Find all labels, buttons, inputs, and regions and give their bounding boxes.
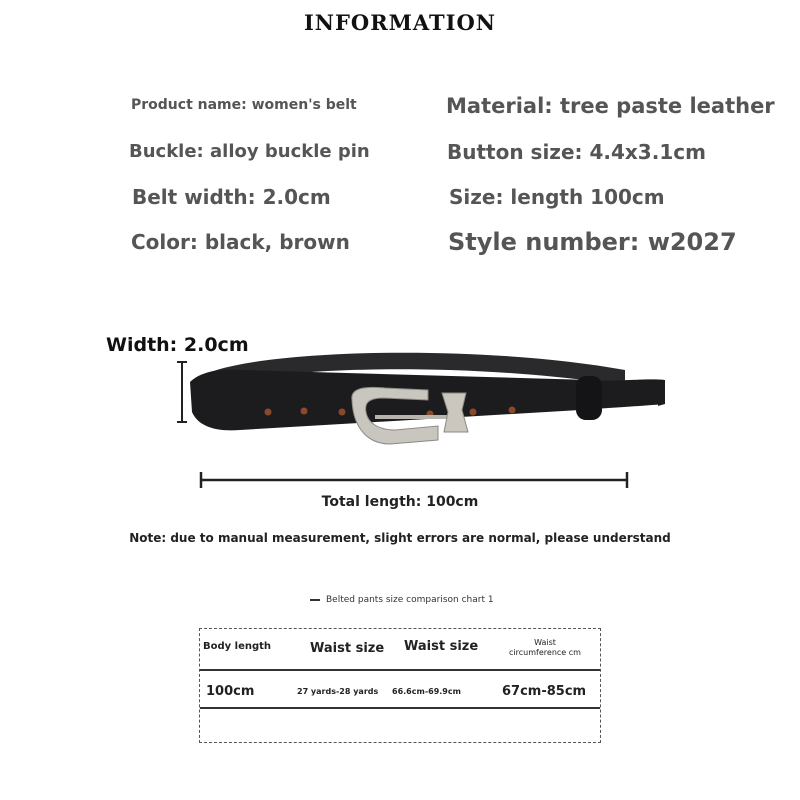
cell-waist-yards: 27 yards-28 yards: [297, 687, 379, 696]
cell-waist-circumference: 67cm-85cm: [502, 684, 587, 699]
length-indicator: [198, 470, 630, 490]
spec-color: Color: black, brown: [131, 230, 350, 254]
spec-style-number: Style number: w2027: [448, 228, 737, 256]
dash-icon: [310, 599, 320, 601]
header-waist-size: Waist size: [310, 641, 385, 656]
size-table: [199, 628, 601, 743]
spec-size: Size: length 100cm: [449, 185, 665, 209]
length-label: Total length: 100cm: [321, 494, 479, 510]
header-waist-circumference: Waist circumference cm: [509, 638, 581, 657]
belt-hole: [265, 409, 272, 416]
measurement-note: Note: due to manual measurement, slight errors are normal, please understand: [129, 531, 671, 545]
width-label: Width: 2.0cm: [106, 334, 249, 356]
table-divider: [200, 669, 600, 671]
buckle-pin: [375, 415, 450, 419]
page-title: INFORMATION: [303, 10, 496, 35]
spec-material: Material: tree paste leather: [446, 94, 775, 118]
belt-hole: [470, 409, 477, 416]
belt-keeper: [576, 376, 602, 420]
size-chart-title: [310, 595, 494, 605]
belt-hole: [339, 409, 346, 416]
header-waist-size-2: Waist size: [404, 639, 479, 654]
spec-button-size: Button size: 4.4x3.1cm: [447, 140, 706, 164]
table-divider: [200, 707, 600, 709]
width-indicator: [177, 362, 187, 422]
spec-belt-width: Belt width: 2.0cm: [132, 185, 331, 209]
cell-waist-cm: 66.6cm-69.9cm: [392, 687, 461, 696]
header-body-length: Body length: [203, 641, 272, 652]
spec-buckle: Buckle: alloy buckle pin: [129, 141, 370, 162]
cell-body-length: 100cm: [206, 684, 255, 699]
spec-product-name: Product name: women's belt: [131, 97, 357, 113]
belt-hole: [301, 408, 308, 415]
belt-image: [170, 340, 680, 460]
size-chart-title-text: Belted pants size comparison chart 1: [326, 595, 494, 605]
belt-hole: [509, 407, 516, 414]
